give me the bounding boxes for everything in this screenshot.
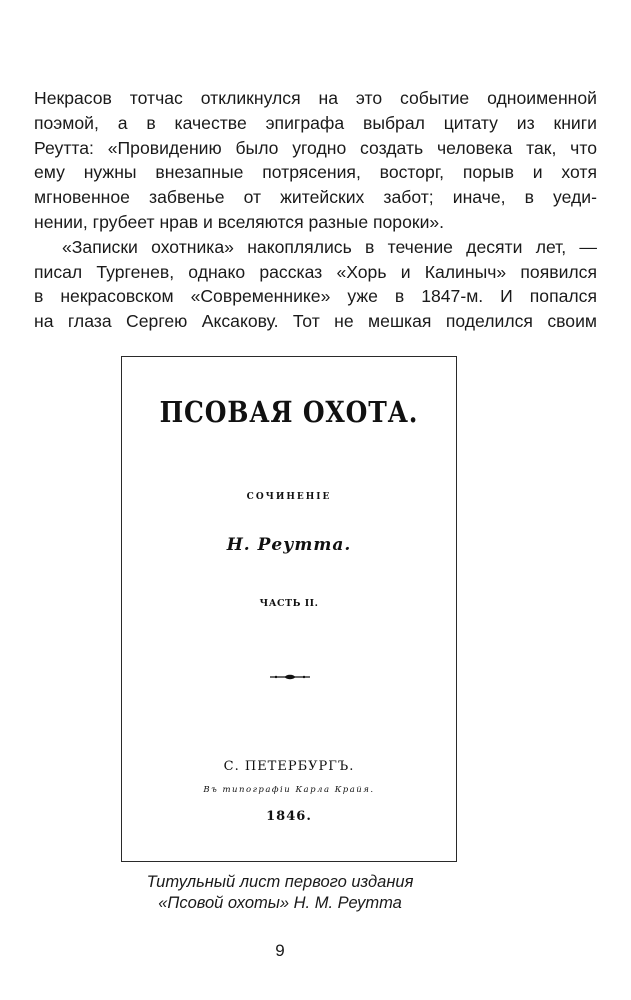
publication-year: 1846. [266, 809, 312, 824]
text-line: ему нужны внезапные потрясения, восторг, порыв и хотя [34, 162, 597, 183]
text-line: в некрасовском «Современнике» уже в 1847-м. И попался [34, 286, 597, 307]
book-author: Н. Реутта. [226, 535, 352, 555]
printer: Въ типографіи Карла Крайя. [203, 785, 375, 795]
caption-line: «Псовой охоты» Н. М. Реутта [158, 894, 402, 912]
book-part: ЧАСТЬ II. [259, 598, 319, 609]
text-line: на глаза Сергею Аксакову. Тот не мешкая поделился своим [34, 311, 597, 332]
work-label: СОЧИНЕНІЕ [246, 492, 332, 502]
paragraph [34, 235, 597, 334]
text-line: писал Тургенев, однако рассказ «Хорь и Калиныч» появился [34, 261, 597, 282]
text-line: Некрасов тотчас откликнулся на это событие одноименной [34, 88, 597, 108]
text-line: Реутта: «Провидению было угодно создать человека так, что [34, 137, 597, 158]
book-title: ПСОВАЯ ОХОТА. [159, 395, 419, 429]
text-line: «Записки охотника» накоплялись в течение десяти лет, — [62, 236, 597, 257]
caption-line: Титульный лист первого издания [146, 873, 414, 891]
ornament-divider-icon [268, 673, 312, 681]
text-line: нении, грубеет нрав и вселяются разные пороки». [34, 211, 445, 232]
text-line: поэмой, а в качестве эпиграфа выбрал цитату из книги [34, 112, 597, 133]
publication-city: С. ПЕТЕРБУРГЪ. [223, 759, 355, 774]
paragraph [34, 86, 597, 235]
figure-caption [0, 872, 560, 914]
page-number: 9 [275, 941, 285, 960]
text-line: мгновенное забвенье от житейских забот; иначе, в уеди- [34, 187, 597, 208]
title-page-illustration [121, 356, 457, 862]
body-text [34, 86, 597, 334]
